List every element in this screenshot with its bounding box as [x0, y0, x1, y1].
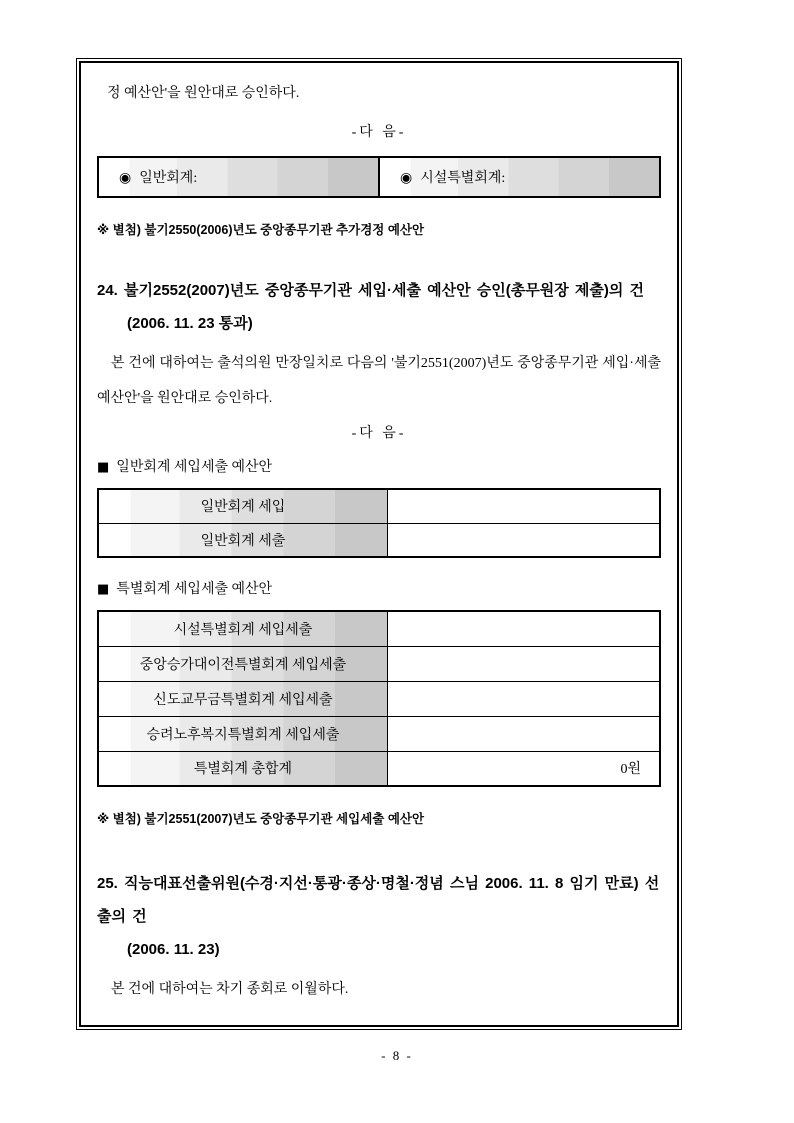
row-value [387, 523, 660, 557]
budget-cell-special [379, 157, 660, 197]
budget-select-table [97, 156, 661, 198]
table-row [98, 716, 660, 751]
general-section-heading-label: 일반회계 세입세출 예산안 [116, 460, 273, 475]
general-section-heading [97, 456, 661, 476]
table-row [98, 523, 660, 557]
row-value-total: 0원 [387, 751, 660, 786]
black-square-icon: ■ [97, 582, 110, 597]
special-section-heading [97, 578, 661, 598]
special-section-heading-label: 특별회계 세입세출 예산안 [116, 582, 273, 597]
row-label: 중앙승가대이전특별회계 세입세출 [98, 646, 387, 681]
item-25-title: 25. 직능대표선출위원(수경·지선·통광·종상·명철·정념 스님 2006. 11. 8 임기 만료) 선출의 건 [97, 875, 660, 925]
row-label: 승려노후복지특별회계 세입세출 [98, 716, 387, 751]
table-row [98, 611, 660, 646]
row-label: 일반회계 세출 [98, 523, 387, 557]
radio-selected-icon: ◉ [400, 170, 413, 186]
item-24-date: (2006. 11. 23 통과) [127, 315, 253, 332]
radio-selected-icon: ◉ [119, 170, 132, 186]
budget-cell-general-label: 일반회계: [139, 171, 198, 186]
table-row [98, 681, 660, 716]
item-24-title: 24. 불기2552(2007)년도 중앙종무기관 세입·세출 예산안 승인(총무원장 제출)의 건 [97, 282, 644, 299]
black-square-icon: ■ [97, 460, 110, 475]
row-label: 신도교무금특별회계 세입세출 [98, 681, 387, 716]
item-25-date: (2006. 11. 23) [127, 941, 220, 958]
table-row [98, 751, 660, 786]
table-row [98, 489, 660, 523]
row-label: 특별회계 총합계 [98, 751, 387, 786]
daum-separator: -다 음- [351, 125, 407, 140]
agenda-item-25 [97, 867, 661, 966]
table-row [98, 157, 660, 197]
general-budget-table [97, 488, 661, 558]
attachment-note-2: ※ 별첨) 불기2551(2007)년도 중앙종무기관 세입세출 예산안 [97, 812, 425, 826]
row-label: 일반회계 세입 [98, 489, 387, 523]
special-budget-table [97, 610, 661, 787]
agenda-item-24 [97, 274, 661, 340]
row-value [387, 681, 660, 716]
budget-cell-general [98, 157, 379, 197]
intro-line: 정 예산안'을 원안대로 승인하다. [107, 86, 300, 101]
attachment-note-1: ※ 별첨) 불기2550(2006)년도 중앙종무기관 추가경정 예산안 [97, 223, 425, 237]
item-25-body: 본 건에 대하여는 차기 종회로 이월하다. [111, 982, 349, 997]
row-value [387, 489, 660, 523]
page-number: - 8 - [381, 1048, 413, 1063]
row-label: 시설특별회계 세입세출 [98, 611, 387, 646]
row-value [387, 611, 660, 646]
budget-cell-special-label: 시설특별회계: [420, 171, 506, 186]
page-content-area [79, 61, 679, 1027]
item-24-body: 본 건에 대하여는 출석의원 만장일치로 다음의 '불기2551(2007)년도 중앙종무기관 세입·세출 예산안'을 원안대로 승인하다. [97, 356, 661, 406]
page-border-frame [76, 58, 682, 1030]
daum-separator: -다 음- [351, 426, 407, 441]
row-value [387, 646, 660, 681]
row-value [387, 716, 660, 751]
table-row [98, 646, 660, 681]
